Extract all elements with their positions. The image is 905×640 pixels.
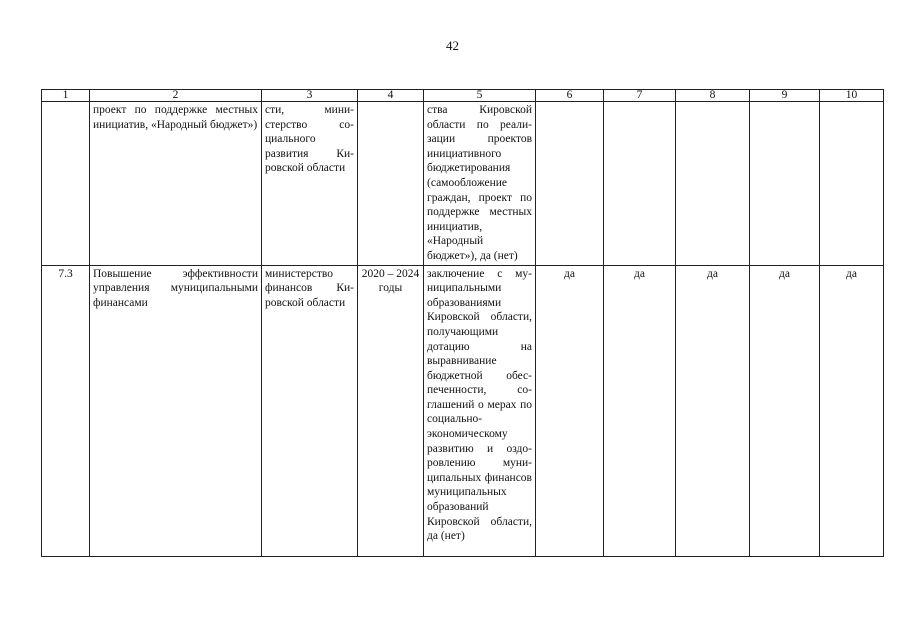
value-cell [676, 102, 750, 266]
value-cell: да [820, 265, 884, 556]
column-header-3: 3 [262, 90, 358, 102]
page-number: 42 [446, 38, 459, 53]
value-cell [536, 102, 604, 266]
value-cell: да [536, 265, 604, 556]
column-header-8: 8 [676, 90, 750, 102]
value-cell [604, 102, 676, 266]
column-header-5: 5 [424, 90, 536, 102]
measure-name-cell: Повышение эффективности управления муниципальными финансами [90, 265, 262, 556]
column-header-1: 1 [42, 90, 90, 102]
measure-name-cell: проект по поддержке местных инициатив, «Народный бюджет») [90, 102, 262, 266]
table-row [42, 102, 884, 266]
column-header-6: 6 [536, 90, 604, 102]
period-cell: 2020 – 2024 годы [358, 265, 424, 556]
row-number-cell: 7.3 [42, 265, 90, 556]
column-header-10: 10 [820, 90, 884, 102]
column-header-4: 4 [358, 90, 424, 102]
period-cell [358, 102, 424, 266]
value-cell [750, 102, 820, 266]
value-cell: да [604, 265, 676, 556]
indicator-cell: ства Кировской области по реализации проектов инициативного бюджетирования (самообложение граждан, проект по поддержке местных инициатив, «Народный бюджет»), да (нет) [424, 102, 536, 266]
indicator-cell: заключение с муниципальными образованиями Кировской области, получающими дотацию на выравнивание бюджетной обеспеченности, соглашений о мерах по социально-экономическому развитию и оздоровлению муниципальных финансов муниципальных образований Кировской области, да (нет) [424, 265, 536, 556]
column-header-9: 9 [750, 90, 820, 102]
table-row [42, 265, 884, 556]
value-cell: да [750, 265, 820, 556]
value-cell: да [676, 265, 750, 556]
responsible-cell: сти, министерство социального развития Кировской области [262, 102, 358, 266]
column-header-7: 7 [604, 90, 676, 102]
measures-table [41, 89, 884, 557]
column-header-2: 2 [90, 90, 262, 102]
value-cell [820, 102, 884, 266]
header-row [42, 90, 884, 102]
row-number-cell [42, 102, 90, 266]
responsible-cell: министерство финансов Кировской области [262, 265, 358, 556]
